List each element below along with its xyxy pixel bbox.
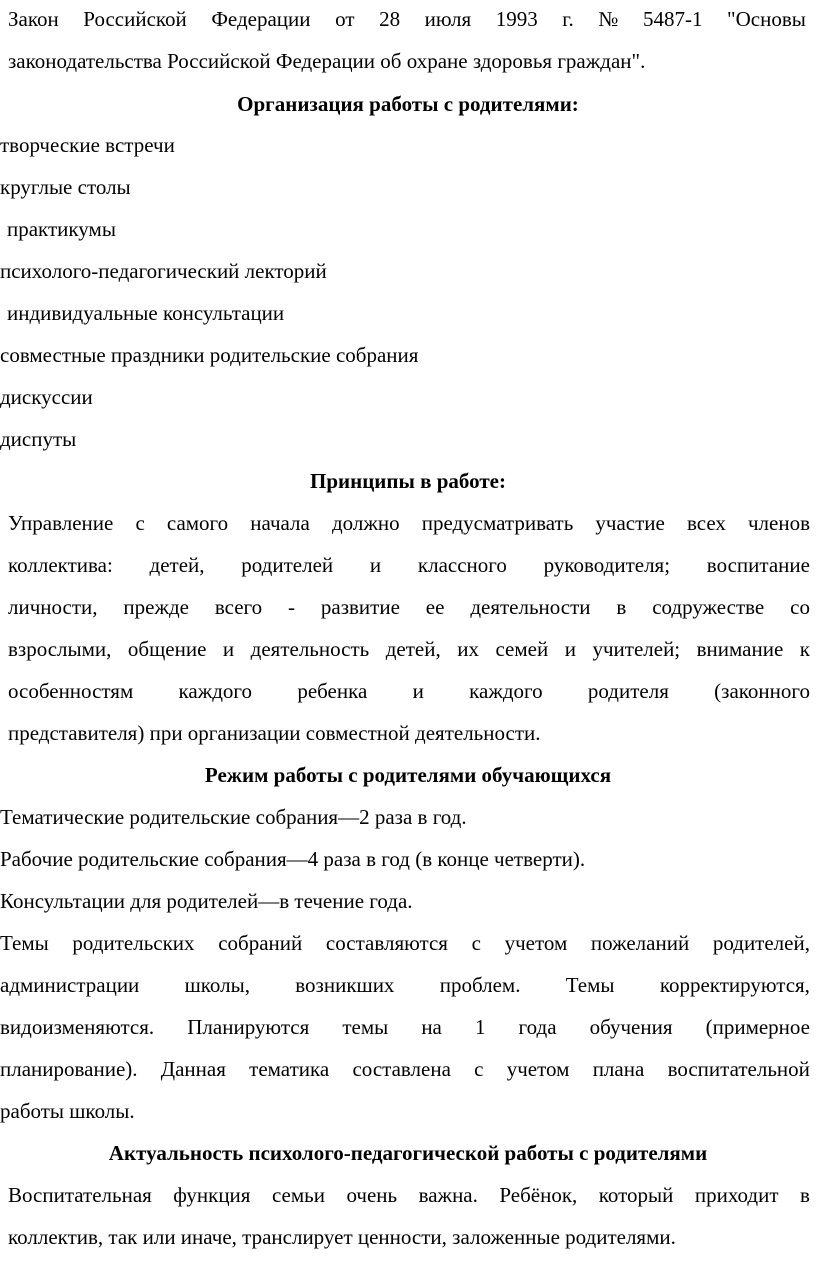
section-heading-parents-work: Организация работы с родителями:: [237, 92, 579, 116]
principles-line: особенностям каждого ребенка и каждого родителя (законного: [8, 679, 810, 703]
list-item: дискуссии: [0, 385, 93, 409]
topics-line: планирование). Данная тематика составлена с учетом плана воспитательной: [0, 1057, 810, 1081]
topics-line: Темы родительских собраний составляются с учетом пожеланий родителей,: [0, 931, 810, 955]
principles-line: личности, прежде всего - развитие ее деятельности в содружестве со: [8, 595, 810, 619]
section-heading-relevance: Актуальность психолого-педагогической работы с родителями: [108, 1141, 708, 1165]
list-item: практикумы: [7, 217, 116, 241]
principles-line: представителя) при организации совместной деятельности.: [8, 721, 541, 745]
relevance-line: Воспитательная функция семьи очень важна. Ребёнок, который приходит в: [8, 1183, 810, 1207]
principles-line: коллектива: детей, родителей и классного руководителя; воспитание: [8, 553, 810, 577]
law-reference-line-1: Закон Российской Федерации от 28 июля 1993 г. № 5487-1 "Основы: [8, 7, 806, 31]
section-heading-schedule: Режим работы с родителями обучающихся: [204, 763, 612, 787]
schedule-item: Рабочие родительские собрания—4 раза в год (в конце четверти).: [0, 847, 586, 871]
relevance-line: коллектив, так или иначе, транслирует ценности, заложенные родителями.: [8, 1225, 676, 1249]
principles-line: взрослыми, общение и деятельность детей, их семей и учителей; внимание к: [8, 637, 810, 661]
section-heading-principles: Принципы в работе:: [309, 469, 506, 493]
topics-line: видоизменяются. Планируются темы на 1 года обучения (примерное: [0, 1015, 810, 1039]
topics-line: работы школы.: [0, 1099, 135, 1123]
list-item: психолого-педагогический лекторий: [0, 259, 327, 283]
schedule-item: Консультации для родителей—в течение года.: [0, 889, 413, 913]
list-item: круглые столы: [0, 175, 131, 199]
list-item: совместные праздники родительские собрания: [0, 343, 419, 367]
list-item: творческие встречи: [0, 133, 175, 157]
topics-line: администрации школы, возникших проблем. Темы корректируются,: [0, 973, 810, 997]
list-item: индивидуальные консультации: [7, 301, 285, 325]
list-item: диспуты: [0, 427, 77, 451]
schedule-item: Тематические родительские собрания—2 раза в год.: [0, 805, 467, 829]
principles-line: Управление с самого начала должно предусматривать участие всех членов: [8, 511, 810, 535]
law-reference-line-2: законодательства Российской Федерации об охране здоровья граждан".: [8, 49, 646, 73]
